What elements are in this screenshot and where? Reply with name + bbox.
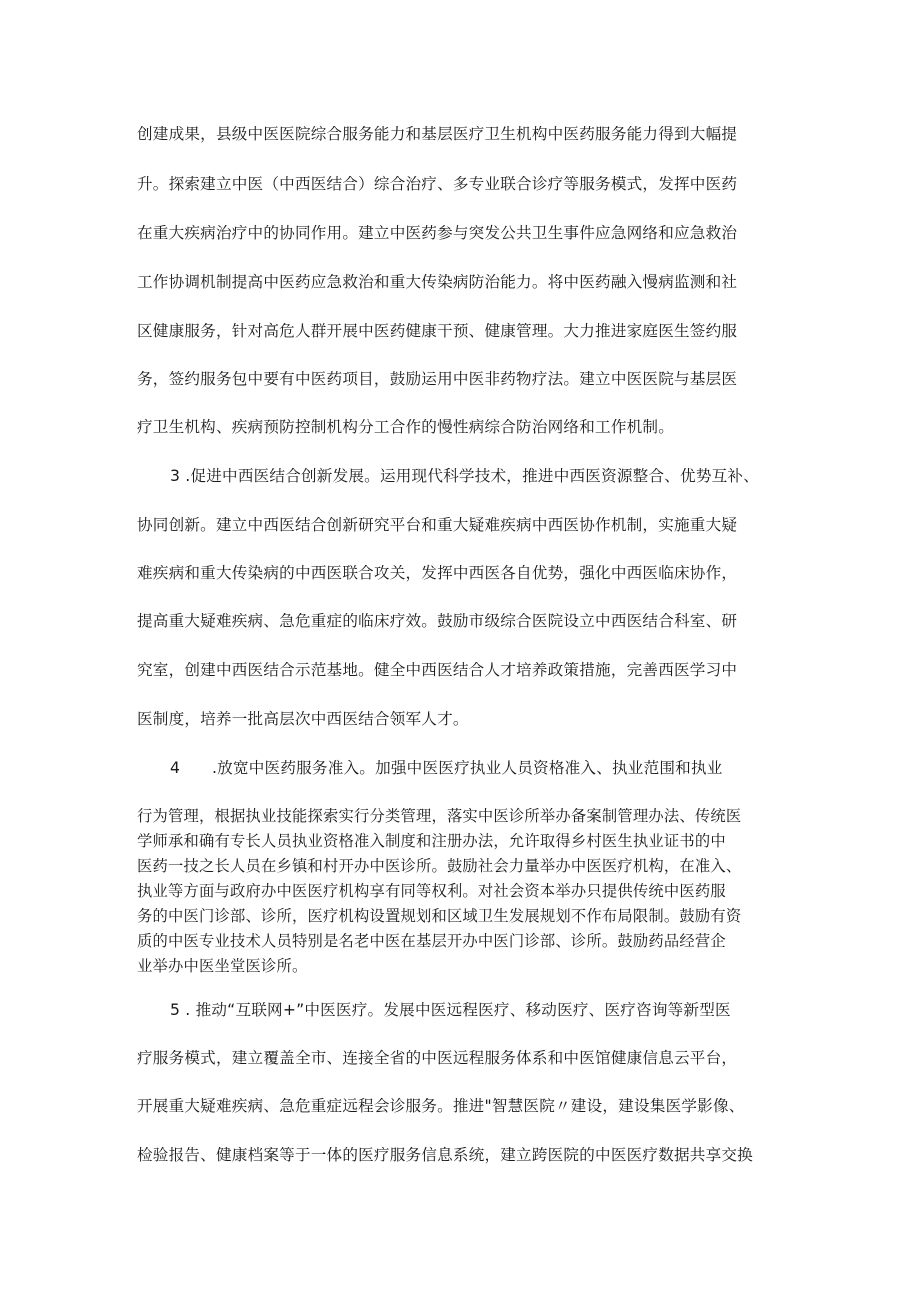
- text-line: 行为管理，根据执业技能探索实行分类管理，落实中医诊所举办备案制管理办法、传统医: [137, 807, 742, 825]
- text-line: 5 . 推动“互联网+”中医医疗。发展中医远程医疗、移动医疗、医疗咨询等新型医: [170, 1001, 731, 1019]
- text-line: 学师承和确有专长人员执业资格准入制度和注册办法，允许取得乡村医生执业证书的中: [137, 832, 726, 850]
- text-line: 务，签约服务包中要有中医药项目，鼓励运用中医非药物疗法。建立中医医院与基层医: [137, 370, 738, 388]
- text-line: 检验报告、健康档案等于一体的医疗服务信息系统，建立跨医院的中医医疗数据共享交换: [137, 1146, 753, 1164]
- text-line: 业举办中医坐堂医诊所。: [137, 957, 308, 975]
- text-line: 难疾病和重大传染病的中西医联合攻关，发挥中西医各自优势，强化中西医临床协作，: [137, 564, 738, 582]
- text-line: 3 .促进中西医结合创新发展。运用现代科学技术，推进中西医资源整合、优势互补、: [170, 467, 760, 485]
- text-line: 究室，创建中西医结合示范基地。健全中西医结合人才培养政策措施，完善西医学习中: [137, 661, 738, 679]
- text-line: 质的中医专业技术人员特别是名老中医在基层开办中医门诊部、诊所。鼓励药品经营企: [137, 932, 726, 950]
- text-line: 医制度，培养一批高层次中西医结合领军人才。: [137, 710, 469, 728]
- text-line: 务的中医门诊部、诊所，医疗机构设置规划和区域卫生发展规划不作布局限制。鼓励有资: [137, 907, 742, 925]
- text-line: .放宽中医药服务准入。加强中医医疗执业人员资格准入、执业范围和执业: [212, 759, 723, 777]
- text-line: 提高重大疑难疾病、急危重症的临床疗效。鼓励市级综合医院设立中西医结合科室、研: [137, 612, 738, 630]
- text-line: 升。探索建立中医（中西医结合）综合治疗、多专业联合诊疗等服务模式，发挥中医药: [137, 175, 738, 193]
- text-line: 创建成果，县级中医医院综合服务能力和基层医疗卫生机构中医药服务能力得到大幅提: [137, 125, 738, 143]
- text-line: 疗卫生机构、疾病预防控制机构分工合作的慢性病综合防治网络和工作机制。: [137, 418, 674, 436]
- text-line: 疗服务模式，建立覆盖全市、连接全省的中医远程服务体系和中医馆健康信息云平台，: [137, 1049, 738, 1067]
- text-line: 执业等方面与政府办中医医疗机构享有同等权利。对社会资本举办只提供传统中医药服: [137, 882, 726, 900]
- text-line: 医药一技之长人员在乡镇和村开办中医诊所。鼓励社会力量举办中医医疗机构，在准入、: [137, 857, 742, 875]
- text-line: 协同创新。建立中西医结合创新研究平台和重大疑难疾病中西医协作机制，实施重大疑: [137, 516, 738, 534]
- text-line: 开展重大疑难疾病、急危重症远程会诊服务。推进"智慧医院〃建设，建设集医学影像、: [137, 1097, 745, 1115]
- text-line: 区健康服务，针对高危人群开展中医药健康干预、健康管理。大力推进家庭医生签约服: [137, 322, 738, 340]
- paragraph-number: 4: [170, 759, 181, 777]
- text-line: 工作协调机制提高中医药应急救治和重大传染病防治能力。将中医药融入慢病监测和社: [137, 273, 738, 291]
- text-line: 在重大疾病治疗中的协同作用。建立中医药参与突发公共卫生事件应急网络和应急救治: [137, 224, 738, 242]
